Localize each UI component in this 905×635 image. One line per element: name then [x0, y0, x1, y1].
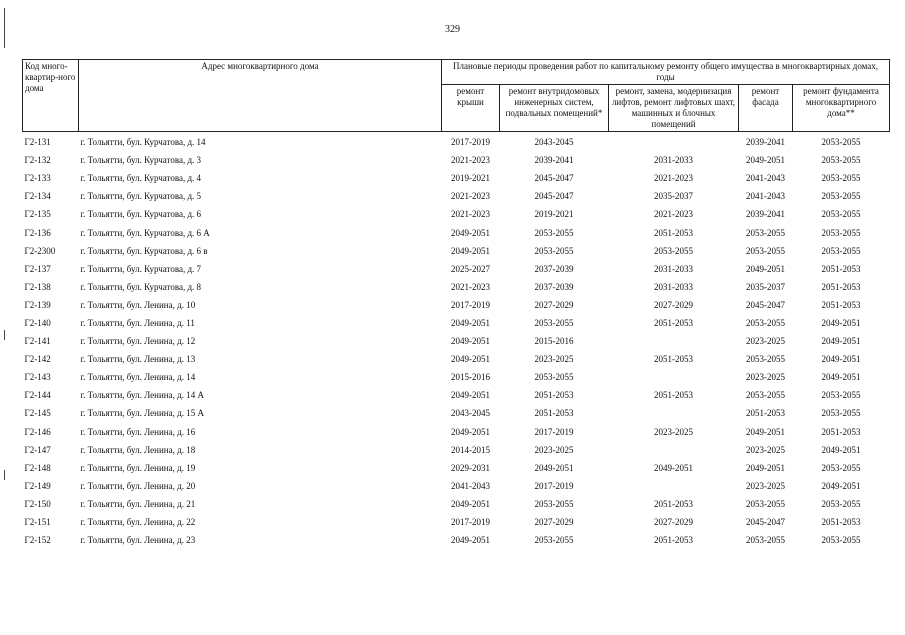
lift-period-cell: [609, 368, 739, 386]
lift-period-cell: 2023-2025: [654, 426, 693, 437]
house-code-cell: Г2-143: [24, 372, 51, 383]
lift-period-cell: 2031-2033: [654, 281, 693, 292]
roof-period-cell: 2049-2051: [451, 535, 490, 546]
house-code-cell: Г2-145: [24, 408, 51, 419]
roof-period-cell: 2021-2023: [451, 209, 490, 220]
house-code-cell: Г2-2300: [24, 245, 56, 256]
roof-period-cell: 2021-2023: [451, 281, 490, 292]
engineering-period-cell: 2053-2055: [534, 498, 574, 509]
engineering-period-cell: 2015-2016: [534, 336, 574, 347]
address-cell: г. Тольятти, бул. Ленина, д. 18: [80, 444, 196, 455]
engineering-period-cell: 2053-2055: [534, 317, 574, 328]
header-facade-repair: ремонт фасада: [739, 85, 793, 132]
header-foundation-repair: ремонт фундамента многоквартирного дома**: [793, 85, 890, 132]
facade-period-cell: 2053-2055: [746, 390, 785, 401]
engineering-period-cell: 2027-2029: [534, 299, 574, 310]
engineering-period-cell: 2043-2045: [534, 137, 574, 148]
foundation-period-cell: 2053-2055: [821, 137, 861, 148]
address-cell: г. Тольятти, бул. Курчатова, д. 4: [80, 173, 202, 184]
facade-period-cell: 2049-2051: [746, 462, 785, 473]
table-row: [23, 242, 890, 260]
header-planned-periods: Плановые периоды проведения работ по капитальному ремонту общего имущества в многоквартирных домах, годы: [442, 60, 890, 85]
engineering-period-cell: 2039-2041: [534, 155, 574, 166]
address-cell: г. Тольятти, бул. Ленина, д. 23: [80, 535, 196, 546]
header-address: Адрес многоквартирного дома: [79, 60, 442, 132]
header-roof-repair: ремонт крыши: [442, 85, 500, 132]
lift-period-cell: 2053-2055: [654, 245, 693, 256]
table-row: [23, 495, 890, 513]
house-code-cell: Г2-142: [24, 354, 51, 365]
address-cell: г. Тольятти, бул. Ленина, д. 14: [80, 372, 196, 383]
address-cell: г. Тольятти, бул. Ленина, д. 19: [80, 462, 196, 473]
address-cell: г. Тольятти, бул. Ленина, д. 10: [80, 299, 196, 310]
facade-period-cell: 2039-2041: [746, 209, 785, 220]
table-row: [23, 459, 890, 477]
address-cell: г. Тольятти, бул. Ленина, д. 16: [80, 426, 196, 437]
facade-period-cell: 2023-2025: [746, 336, 785, 347]
table-row: [23, 404, 890, 422]
roof-period-cell: 2043-2045: [451, 408, 490, 419]
page-number: 329: [445, 24, 460, 35]
facade-period-cell: 2053-2055: [746, 227, 785, 238]
foundation-period-cell: 2053-2055: [821, 408, 861, 419]
address-cell: г. Тольятти, бул. Курчатова, д. 6 А: [80, 227, 210, 238]
engineering-period-cell: 2045-2047: [534, 173, 574, 184]
address-cell: г. Тольятти, бул. Ленина, д. 11: [80, 317, 195, 328]
engineering-period-cell: 2017-2019: [534, 426, 574, 437]
house-code-cell: Г2-132: [24, 155, 51, 166]
roof-period-cell: 2029-2031: [451, 462, 490, 473]
lift-period-cell: 2031-2033: [654, 155, 693, 166]
house-code-cell: Г2-150: [24, 498, 51, 509]
foundation-period-cell: 2053-2055: [821, 535, 861, 546]
table-row: [23, 151, 890, 169]
address-cell: г. Тольятти, бул. Ленина, д. 20: [80, 480, 196, 491]
table-row: [23, 513, 890, 531]
house-code-cell: Г2-134: [24, 191, 51, 202]
facade-period-cell: 2041-2043: [746, 173, 785, 184]
engineering-period-cell: 2053-2055: [534, 245, 574, 256]
scan-mark: [4, 8, 5, 48]
engineering-period-cell: 2017-2019: [534, 480, 574, 491]
foundation-period-cell: 2049-2051: [821, 354, 861, 365]
table-row: [23, 187, 890, 205]
foundation-period-cell: 2049-2051: [821, 372, 861, 383]
scan-mark: [4, 470, 5, 480]
roof-period-cell: 2017-2019: [451, 299, 490, 310]
foundation-period-cell: 2053-2055: [821, 227, 861, 238]
engineering-period-cell: 2019-2021: [534, 209, 574, 220]
engineering-period-cell: 2037-2039: [534, 263, 574, 274]
engineering-period-cell: 2049-2051: [534, 462, 574, 473]
table-row: [23, 423, 890, 441]
table-row: [23, 386, 890, 404]
house-code-cell: Г2-144: [24, 390, 51, 401]
house-code-cell: Г2-139: [24, 299, 51, 310]
table-row: [23, 205, 890, 223]
house-code-cell: Г2-137: [24, 263, 51, 274]
table-row: [23, 368, 890, 386]
facade-period-cell: 2049-2051: [746, 426, 785, 437]
lift-period-cell: [609, 332, 739, 350]
lift-period-cell: 2027-2029: [654, 299, 693, 310]
header-lift-repair: ремонт, замена, модернизация лифтов, ремонт лифтовых шахт, машинных и блочных помещений: [609, 85, 739, 132]
roof-period-cell: 2049-2051: [451, 227, 490, 238]
lift-period-cell: 2051-2053: [654, 317, 693, 328]
foundation-period-cell: 2053-2055: [821, 462, 861, 473]
address-cell: г. Тольятти, бул. Курчатова, д. 14: [80, 137, 206, 148]
facade-period-cell: 2045-2047: [746, 517, 785, 528]
house-code-cell: Г2-151: [24, 517, 51, 528]
foundation-period-cell: 2053-2055: [821, 173, 861, 184]
address-cell: г. Тольятти, бул. Ленина, д. 14 А: [80, 390, 204, 401]
lift-period-cell: 2051-2053: [654, 535, 693, 546]
lift-period-cell: 2049-2051: [654, 462, 693, 473]
address-cell: г. Тольятти, бул. Курчатова, д. 5: [80, 191, 202, 202]
foundation-period-cell: 2051-2053: [821, 263, 861, 274]
table-row: [23, 477, 890, 495]
table-row: [23, 169, 890, 187]
facade-period-cell: 2051-2053: [746, 408, 785, 419]
engineering-period-cell: 2023-2025: [534, 444, 574, 455]
house-code-cell: Г2-148: [24, 462, 51, 473]
lift-period-cell: 2021-2023: [654, 173, 693, 184]
engineering-period-cell: 2053-2055: [534, 535, 574, 546]
house-code-cell: Г2-140: [24, 317, 51, 328]
roof-period-cell: 2025-2027: [451, 263, 490, 274]
header-engineering-repair: ремонт внутридомовых инженерных систем, подвальных помещений*: [500, 85, 609, 132]
foundation-period-cell: 2051-2053: [821, 426, 861, 437]
table-header: [23, 60, 890, 132]
table-row: [23, 531, 890, 549]
foundation-period-cell: 2051-2053: [821, 299, 861, 310]
facade-period-cell: 2049-2051: [746, 155, 785, 166]
table-row: [23, 278, 890, 296]
address-cell: г. Тольятти, бул. Курчатова, д. 7: [80, 263, 202, 274]
roof-period-cell: 2017-2019: [451, 137, 490, 148]
foundation-period-cell: 2051-2053: [821, 281, 861, 292]
engineering-period-cell: 2051-2053: [534, 390, 574, 401]
facade-period-cell: 2023-2025: [746, 372, 785, 383]
address-cell: г. Тольятти, бул. Курчатова, д. 3: [80, 155, 202, 166]
lift-period-cell: [609, 441, 739, 459]
engineering-period-cell: 2045-2047: [534, 191, 574, 202]
foundation-period-cell: 2053-2055: [821, 209, 861, 220]
lift-period-cell: [609, 132, 739, 152]
lift-period-cell: 2051-2053: [654, 354, 693, 365]
lift-period-cell: 2031-2033: [654, 263, 693, 274]
table-row: [23, 441, 890, 459]
foundation-period-cell: 2051-2053: [821, 517, 861, 528]
capital-repair-schedule-table: [22, 59, 890, 549]
house-code-cell: Г2-135: [24, 209, 51, 220]
lift-period-cell: 2051-2053: [654, 227, 693, 238]
lift-period-cell: 2051-2053: [654, 498, 693, 509]
roof-period-cell: 2017-2019: [451, 517, 490, 528]
foundation-period-cell: 2049-2051: [821, 444, 861, 455]
house-code-cell: Г2-146: [24, 426, 51, 437]
foundation-period-cell: 2053-2055: [821, 155, 861, 166]
engineering-period-cell: 2053-2055: [534, 372, 574, 383]
facade-period-cell: 2041-2043: [746, 191, 785, 202]
house-code-cell: Г2-141: [24, 336, 51, 347]
facade-period-cell: 2023-2025: [746, 480, 785, 491]
facade-period-cell: 2049-2051: [746, 263, 785, 274]
lift-period-cell: 2021-2023: [654, 209, 693, 220]
address-cell: г. Тольятти, бул. Ленина, д. 12: [80, 336, 196, 347]
roof-period-cell: 2049-2051: [451, 426, 490, 437]
table-row: [23, 132, 890, 152]
roof-period-cell: 2021-2023: [451, 191, 490, 202]
engineering-period-cell: 2053-2055: [534, 227, 574, 238]
facade-period-cell: 2053-2055: [746, 535, 785, 546]
foundation-period-cell: 2053-2055: [821, 390, 861, 401]
roof-period-cell: 2015-2016: [451, 372, 490, 383]
house-code-cell: Г2-147: [24, 444, 51, 455]
lift-period-cell: [609, 477, 739, 495]
engineering-period-cell: 2027-2029: [534, 517, 574, 528]
facade-period-cell: 2035-2037: [746, 281, 785, 292]
roof-period-cell: 2049-2051: [451, 390, 490, 401]
roof-period-cell: 2021-2023: [451, 155, 490, 166]
lift-period-cell: 2027-2029: [654, 517, 693, 528]
engineering-period-cell: 2023-2025: [534, 354, 574, 365]
foundation-period-cell: 2049-2051: [821, 336, 861, 347]
foundation-period-cell: 2049-2051: [821, 317, 861, 328]
table-row: [23, 314, 890, 332]
foundation-period-cell: 2053-2055: [821, 191, 861, 202]
roof-period-cell: 2019-2021: [451, 173, 490, 184]
facade-period-cell: 2023-2025: [746, 444, 785, 455]
engineering-period-cell: 2037-2039: [534, 281, 574, 292]
table-row: [23, 350, 890, 368]
roof-period-cell: 2049-2051: [451, 498, 490, 509]
facade-period-cell: 2045-2047: [746, 299, 785, 310]
table-row: [23, 223, 890, 241]
foundation-period-cell: 2049-2051: [821, 480, 861, 491]
roof-period-cell: 2049-2051: [451, 245, 490, 256]
roof-period-cell: 2049-2051: [451, 354, 490, 365]
facade-period-cell: 2053-2055: [746, 317, 785, 328]
lift-period-cell: 2051-2053: [654, 390, 693, 401]
header-house-code: Код много-квартир-ного дома: [23, 60, 79, 132]
foundation-period-cell: 2053-2055: [821, 245, 861, 256]
house-code-cell: Г2-131: [24, 137, 51, 148]
table-row: [23, 296, 890, 314]
house-code-cell: Г2-149: [24, 480, 51, 491]
roof-period-cell: 2049-2051: [451, 336, 490, 347]
table-row: [23, 260, 890, 278]
address-cell: г. Тольятти, бул. Ленина, д. 21: [80, 498, 196, 509]
roof-period-cell: 2014-2015: [451, 444, 490, 455]
house-code-cell: Г2-152: [24, 535, 51, 546]
house-code-cell: Г2-136: [24, 227, 51, 238]
facade-period-cell: 2053-2055: [746, 354, 785, 365]
foundation-period-cell: 2053-2055: [821, 498, 861, 509]
lift-period-cell: [609, 404, 739, 422]
table-row: [23, 332, 890, 350]
address-cell: г. Тольятти, бул. Курчатова, д. 6 в: [80, 245, 208, 256]
facade-period-cell: 2039-2041: [746, 137, 785, 148]
address-cell: г. Тольятти, бул. Ленина, д. 15 А: [80, 408, 204, 419]
table-body: [23, 132, 890, 550]
address-cell: г. Тольятти, бул. Ленина, д. 22: [80, 517, 196, 528]
house-code-cell: Г2-138: [24, 281, 51, 292]
roof-period-cell: 2041-2043: [451, 480, 490, 491]
engineering-period-cell: 2051-2053: [534, 408, 574, 419]
address-cell: г. Тольятти, бул. Курчатова, д. 6: [80, 209, 202, 220]
facade-period-cell: 2053-2055: [746, 498, 785, 509]
roof-period-cell: 2049-2051: [451, 317, 490, 328]
scan-mark: [4, 330, 5, 340]
house-code-cell: Г2-133: [24, 173, 51, 184]
lift-period-cell: 2035-2037: [654, 191, 693, 202]
facade-period-cell: 2053-2055: [746, 245, 785, 256]
address-cell: г. Тольятти, бул. Ленина, д. 13: [80, 354, 196, 365]
address-cell: г. Тольятти, бул. Курчатова, д. 8: [80, 281, 202, 292]
